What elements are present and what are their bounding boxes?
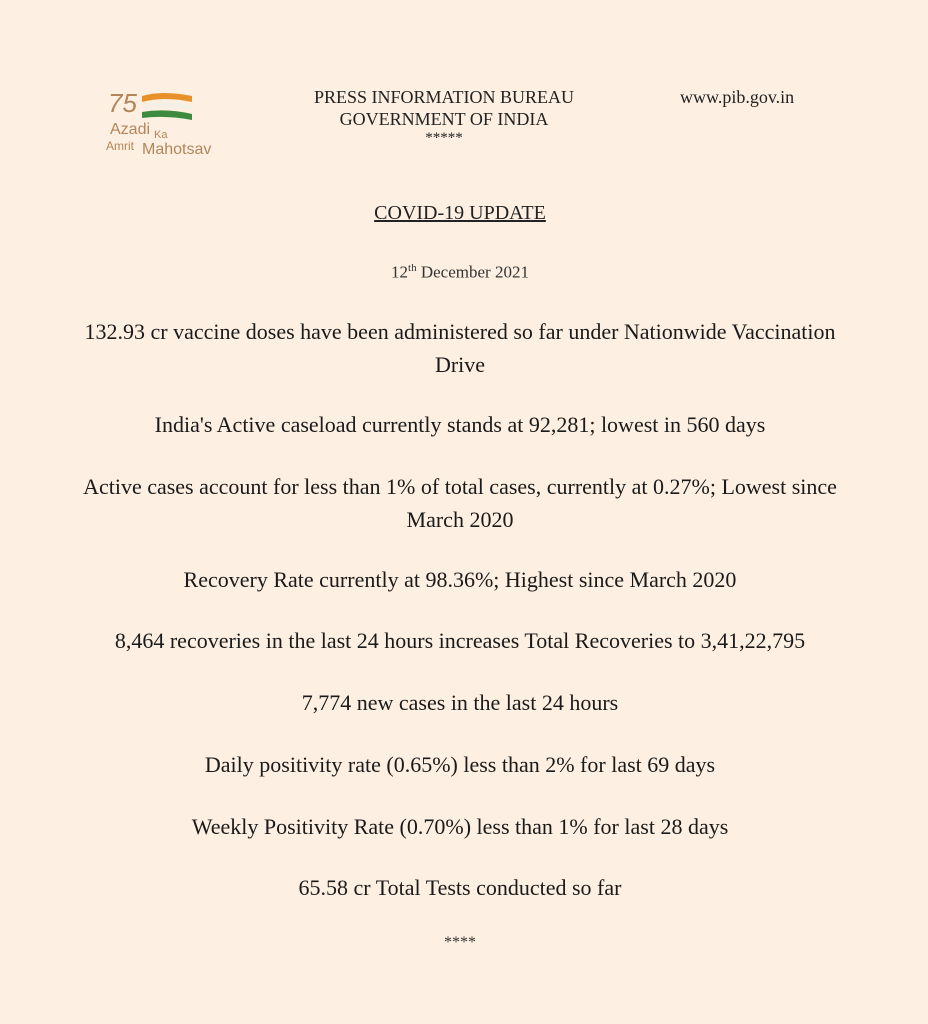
logo-azadi: Azadi <box>110 121 151 138</box>
end-stars: **** <box>444 934 476 951</box>
logo-green-swoosh <box>142 110 192 120</box>
logo-ka: Ka <box>154 129 168 141</box>
highlight-recoveries: 8,464 recoveries in the last 24 hours increases Total Recoveries to 3,41,22,795 <box>114 628 806 653</box>
logo-amrit: Amrit <box>106 139 134 153</box>
highlight-weekly-positivity: Weekly Positivity Rate (0.70%) less than 1% for last 28 days <box>191 814 729 839</box>
org-stars: ***** <box>425 130 463 146</box>
logo-mahotsav: Mahotsav <box>142 141 212 158</box>
release-date <box>0 262 920 283</box>
highlight-recovery-rate: Recovery Rate currently at 98.36%; Highest since March 2020 <box>183 567 737 592</box>
highlight-new-cases: 7,774 new cases in the last 24 hours <box>301 690 619 715</box>
logo-number: 75 <box>108 88 137 118</box>
logo-saffron-swoosh <box>142 93 192 102</box>
highlight-vaccination: 132.93 cr vaccine doses have been administered so far under Nationwide Vaccination Drive <box>84 319 836 377</box>
org-line-1: PRESS INFORMATION BUREAU <box>313 87 575 107</box>
logo-white-swoosh <box>142 102 192 110</box>
highlight-total-tests: 65.58 cr Total Tests conducted so far <box>298 875 622 900</box>
website-url: www.pib.gov.in <box>680 87 795 107</box>
page-title: COVID-19 UPDATE <box>374 202 546 224</box>
date-day: 12 <box>391 262 409 282</box>
org-line-2: GOVERNMENT OF INDIA <box>339 109 549 129</box>
press-bureau-header <box>240 86 648 146</box>
highlight-daily-positivity: Daily positivity rate (0.65%) less than 2% for last 69 days <box>204 752 716 777</box>
date-rest: December 2021 <box>416 262 529 282</box>
date-suffix: th <box>408 262 417 274</box>
highlight-active-caseload: India's Active caseload currently stands at 92,281; lowest in 560 days <box>154 412 766 437</box>
azadi-ka-amrit-mahotsav-logo <box>104 88 220 158</box>
highlight-active-cases-share: Active cases account for less than 1% of total cases, currently at 0.27%; Lowest since March 2020 <box>83 474 837 532</box>
